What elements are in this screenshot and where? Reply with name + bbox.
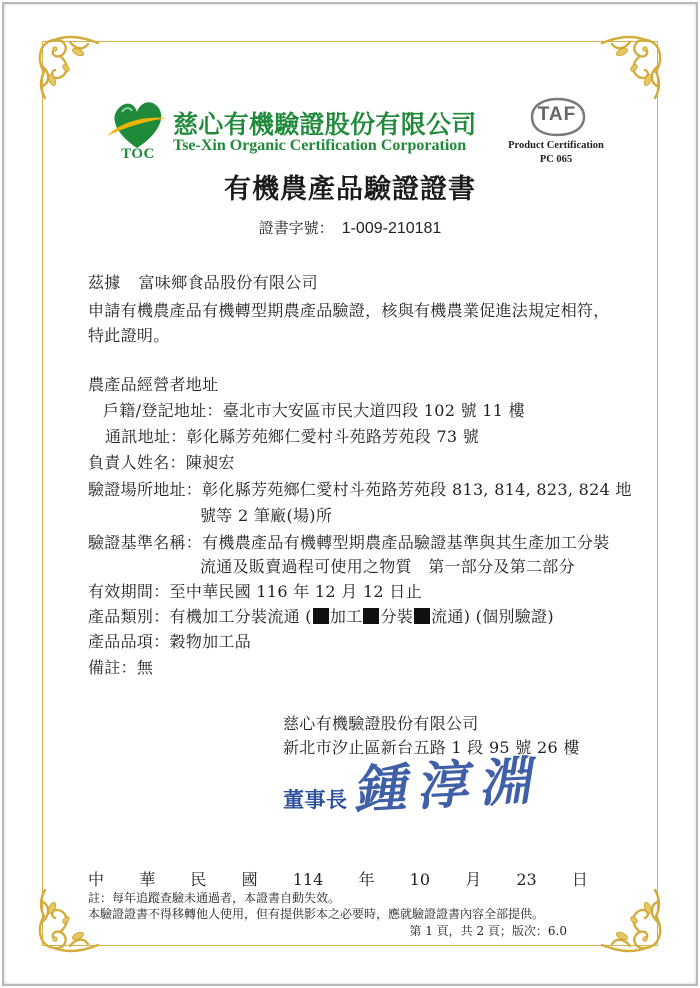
certificate-number-line — [0, 218, 700, 239]
remarks-row — [88, 658, 153, 678]
taf-logo-text: TAF — [537, 104, 577, 125]
certificate-title: 有機農產品驗證證書 — [224, 174, 476, 205]
applicant-name: 富味鄉食品股份有限公司 — [138, 273, 318, 292]
items-label: 產品品項： — [88, 632, 170, 651]
mailing-address-value: 彰化縣芳苑鄉仁愛村斗苑路芳苑段 73 號 — [186, 427, 480, 446]
address-heading: 農產品經營者地址 — [88, 375, 219, 394]
date-day: 23 — [516, 870, 537, 889]
remarks-value: 無 — [136, 658, 154, 677]
option-processing-label: 加工 — [329, 607, 363, 626]
category-suffix: ) (個別驗證) — [463, 607, 554, 626]
standard-value-1: 有機農產品有機轉型期農產品驗證基準與其生產加工分裝 — [202, 533, 610, 552]
items-row — [88, 632, 251, 652]
date-part: 民 — [190, 870, 207, 889]
issuer-name: 慈心有機驗證股份有限公司 — [283, 714, 479, 733]
toc-logo-icon — [106, 96, 168, 152]
category-row — [88, 607, 554, 627]
accreditation-code: PC 065 — [539, 154, 573, 165]
date-part: 國 — [241, 870, 258, 889]
statement-line-2: 特此證明。 — [88, 326, 170, 345]
items-value: 穀物加工品 — [169, 632, 252, 651]
certificate-number-label: 證書字號： — [258, 219, 334, 237]
validity-value: 至中華民國 116 年 12 月 12 日止 — [169, 582, 422, 601]
date-part: 中 — [88, 870, 105, 889]
chairman-title: 董事長 — [283, 787, 348, 812]
toc-logo-text: TOC — [121, 146, 155, 162]
owner-value: 陳昶宏 — [185, 453, 235, 472]
date-part: 年 — [358, 870, 375, 889]
applicant-row — [88, 273, 318, 293]
validity-label: 有效期間： — [88, 582, 170, 601]
corner-ornament-top-right — [600, 30, 670, 100]
option-distribution-label: 流通 — [431, 607, 464, 626]
standard-label: 驗證基準名稱： — [88, 533, 203, 552]
checkbox-processing — [313, 608, 329, 624]
corner-ornament-top-left — [30, 30, 100, 100]
owner-label: 負責人姓名： — [88, 453, 186, 472]
checkbox-distribution — [414, 608, 430, 624]
date-year: 114 — [292, 870, 324, 889]
date-part: 日 — [571, 870, 588, 889]
category-label: 產品類別： — [88, 607, 170, 626]
date-part: 華 — [139, 870, 156, 889]
accreditation-line1: Product Certification — [508, 140, 604, 151]
owner-row — [88, 453, 235, 473]
validity-row — [88, 582, 422, 602]
corner-ornament-bottom-right — [600, 888, 670, 958]
chairman-signature: 鍾淳淵 — [352, 750, 550, 821]
standard-row — [88, 533, 610, 553]
registered-address-value: 臺北市大安區市民大道四段 102 號 11 樓 — [222, 401, 525, 420]
site-address-value-2: 號等 2 筆廠(場)所 — [200, 506, 333, 525]
date-part: 月 — [465, 870, 482, 889]
issue-date — [88, 870, 588, 890]
page-info: 第 1 頁，共 2 頁；版次：6.0 — [409, 924, 567, 938]
site-address-label: 驗證場所地址： — [88, 480, 203, 499]
footer-note-2: 本驗證證書不得移轉他人使用，但有提供影本之必要時，應就驗證證書內容全部提供。 — [88, 907, 545, 921]
mailing-address-row — [105, 427, 479, 447]
statement-line-1: 申請有機農產品有機轉型期農產品驗證，核與有機農業促進法規定相符， — [88, 301, 610, 320]
intro-label: 茲據 — [88, 273, 121, 292]
company-name-zh: 慈心有機驗證股份有限公司 — [173, 110, 477, 139]
mailing-address-label: 通訊地址： — [105, 427, 187, 446]
registered-address-row — [103, 401, 525, 421]
remarks-label: 備註： — [88, 658, 137, 677]
company-name-en: Tse-Xin Organic Certification Corporation — [173, 137, 467, 154]
date-month: 10 — [409, 870, 431, 889]
checkbox-packaging — [363, 608, 379, 624]
certificate-number: 1-009-210181 — [341, 220, 442, 237]
issuer-address: 新北市汐止區新台五路 1 段 95 號 26 樓 — [283, 738, 580, 757]
site-address-value-1: 彰化縣芳苑鄉仁愛村斗苑路芳苑段 813, 814, 823, 824 地 — [202, 480, 632, 499]
option-packaging-label: 分裝 — [380, 607, 414, 626]
standard-value-2: 流通及販賣過程可使用之物質 第一部分及第二部分 — [200, 557, 575, 576]
category-prefix: 有機加工分裝流通 ( — [169, 607, 312, 626]
site-address-row — [88, 480, 632, 500]
footer-note-1: 註：每年追蹤查驗未通過者，本證書自動失效。 — [88, 891, 341, 905]
registered-address-label: 戶籍/登記地址： — [103, 401, 223, 420]
